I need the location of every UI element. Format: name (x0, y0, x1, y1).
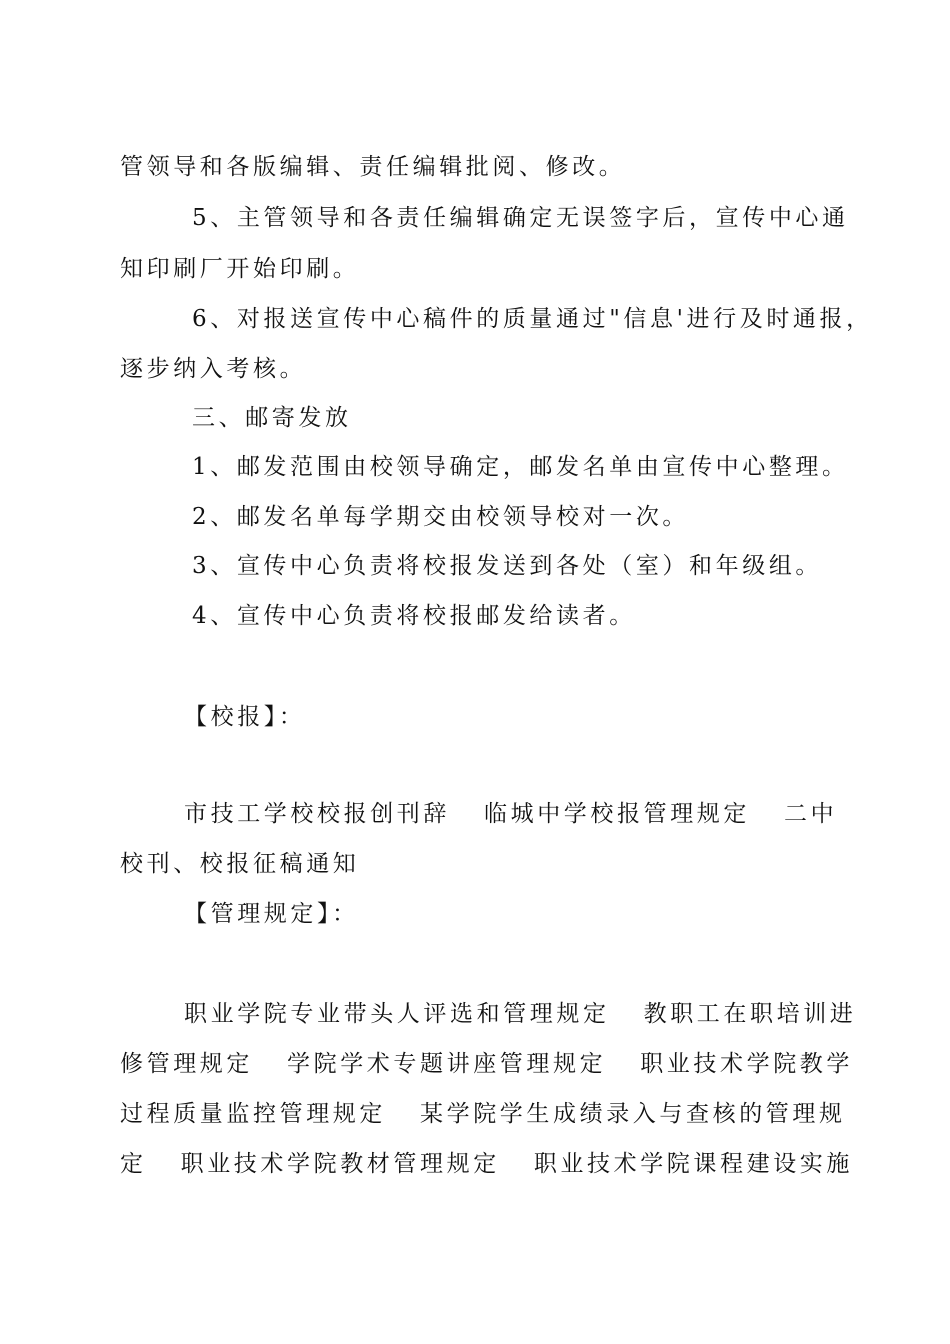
list-item: 3、宣传中心负责将校报发送到各处（室）和年级组。 (192, 553, 823, 579)
related-links-line (120, 1103, 846, 1126)
related-link[interactable]: 教职工在职培训进 (643, 1001, 857, 1027)
category-heading-school-paper: 【校报】： (184, 704, 306, 730)
paragraph-line: 管领导和各版编辑、责任编辑批阅、修改。 (120, 154, 626, 180)
related-link[interactable]: 过程质量监控管理规定 (120, 1101, 386, 1127)
related-link[interactable]: 校刊、校报征稿通知 (120, 851, 360, 877)
related-link[interactable]: 定 (120, 1151, 147, 1177)
related-link[interactable]: 某学院学生成绩录入与查核的管理规 (420, 1101, 846, 1127)
paragraph-line: 知印刷厂开始印刷。 (120, 256, 360, 282)
paragraph-line: 6、对报送宣传中心稿件的质量通过"信息'进行及时通报， (192, 306, 873, 332)
related-link[interactable]: 临城中学校报管理规定 (484, 801, 750, 827)
related-link[interactable]: 学院学术专题讲座管理规定 (287, 1051, 607, 1077)
related-link[interactable]: 市技工学校校报创刊辞 (184, 801, 450, 827)
section-heading: 三、邮寄发放 (192, 405, 352, 431)
paragraph-line: 逐步纳入考核。 (120, 356, 307, 382)
related-link[interactable]: 职业技术学院教材管理规定 (180, 1151, 500, 1177)
related-links-line (184, 803, 837, 826)
related-links-line (120, 1153, 853, 1176)
list-item: 1、邮发范围由校领导确定，邮发名单由宣传中心整理。 (192, 454, 849, 480)
related-link[interactable]: 职业学院专业带头人评选和管理规定 (184, 1001, 610, 1027)
paragraph-line: 5、主管领导和各责任编辑确定无误签字后，宣传中心通 (192, 205, 849, 231)
related-link[interactable]: 职业技术学院教学 (640, 1051, 854, 1077)
related-link[interactable]: 职业技术学院课程建设实施 (533, 1151, 854, 1177)
related-link[interactable]: 二中 (784, 801, 838, 827)
related-link[interactable]: 修管理规定 (120, 1051, 253, 1077)
related-links-line (184, 1003, 856, 1026)
list-item: 2、邮发名单每学期交由校领导校对一次。 (192, 504, 690, 530)
category-heading-management-rules: 【管理规定】： (184, 901, 359, 927)
related-links-line (120, 1053, 853, 1076)
list-item: 4、宣传中心负责将校报邮发给读者。 (192, 603, 636, 629)
